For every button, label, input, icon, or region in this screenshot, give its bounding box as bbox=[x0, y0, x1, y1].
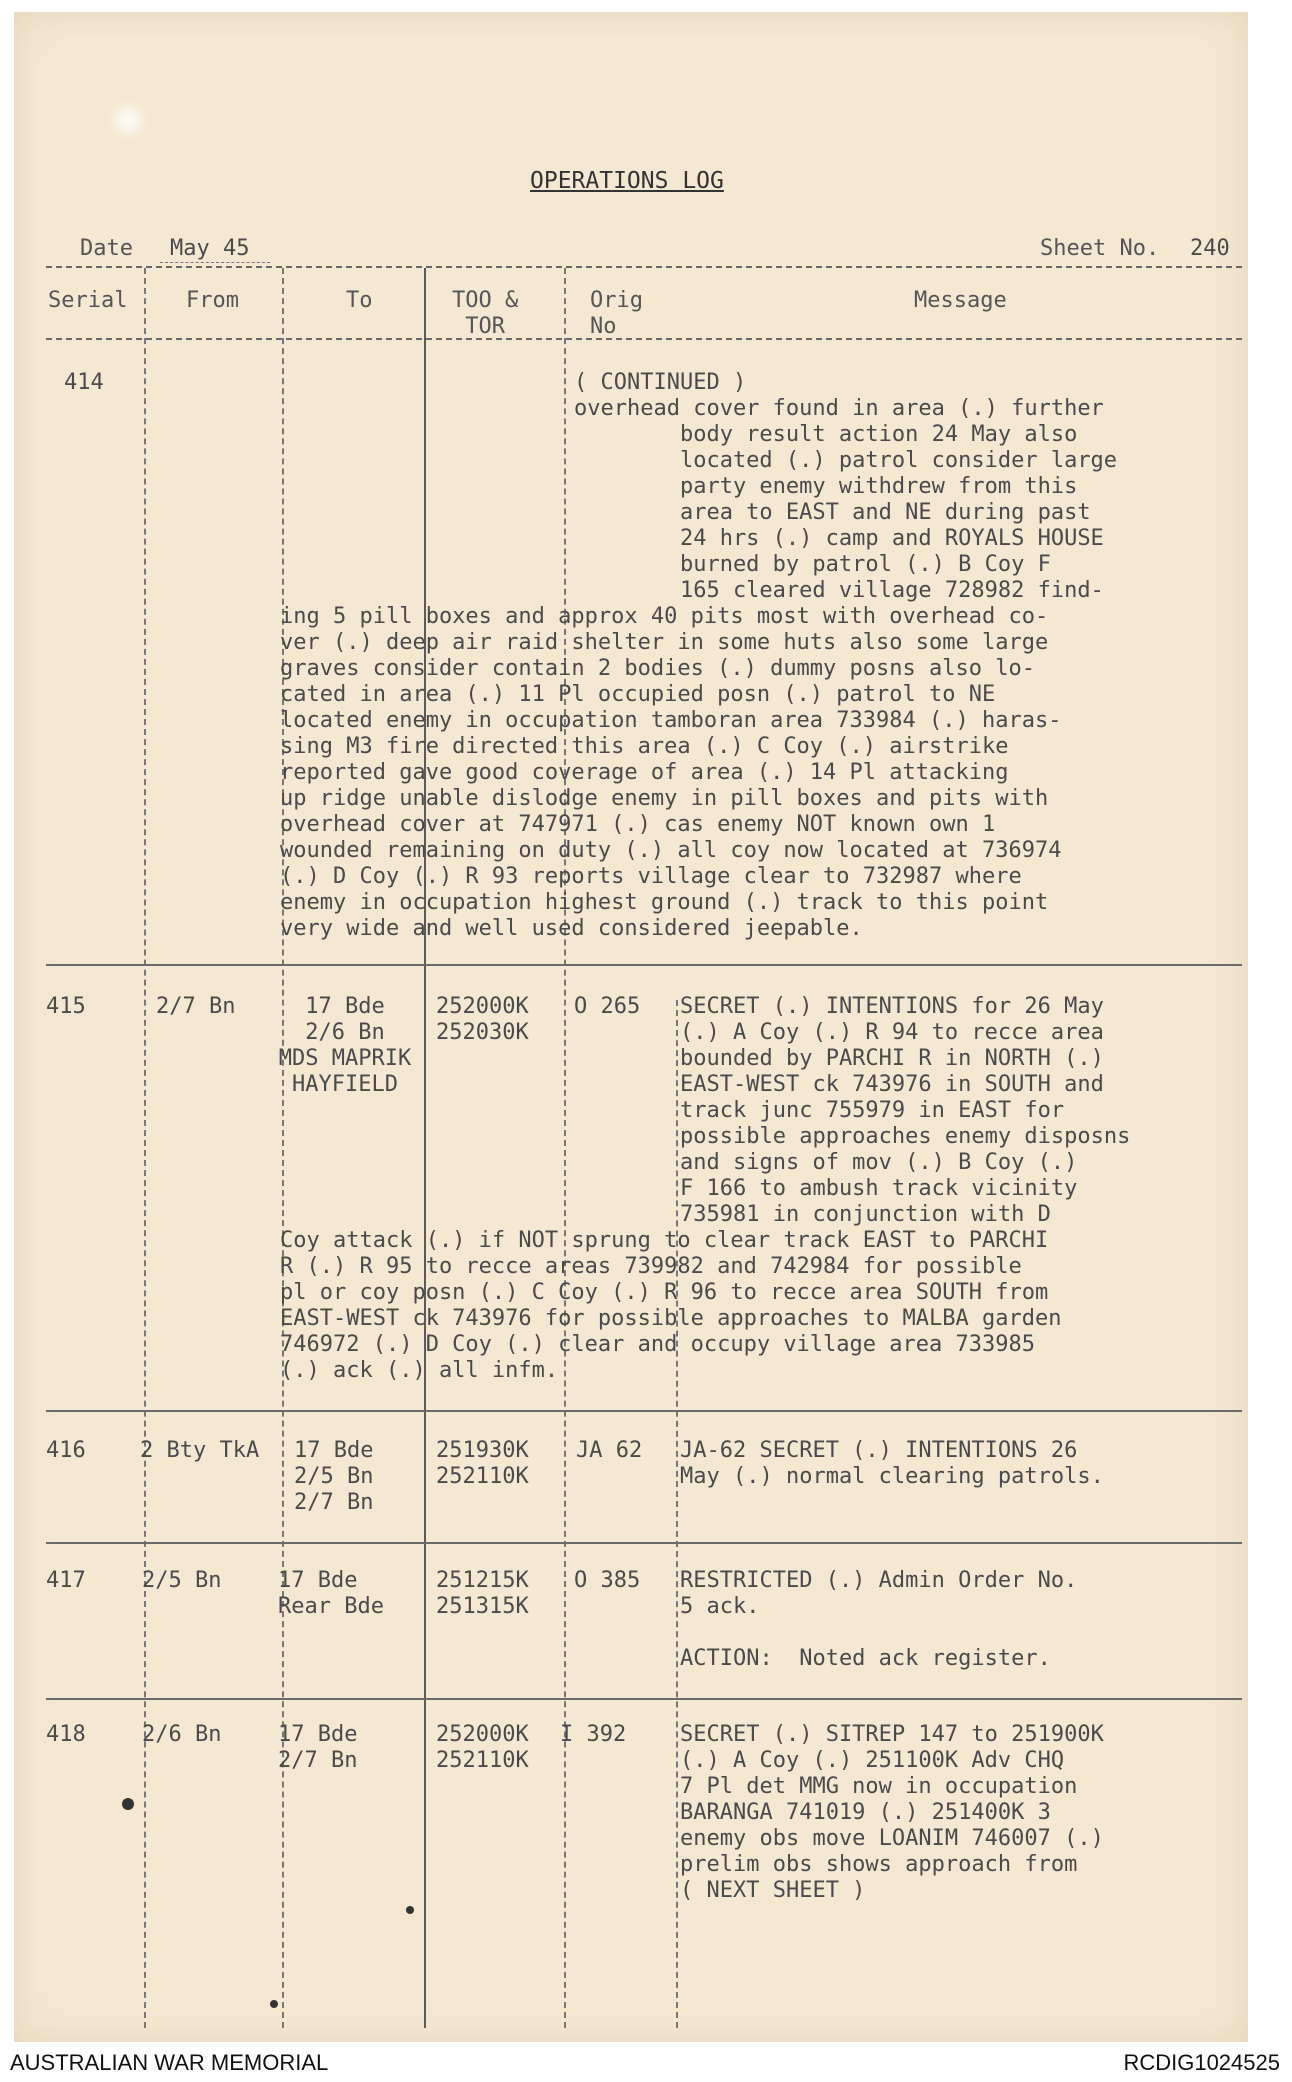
punch-mark bbox=[406, 1906, 414, 1914]
row-rule-415 bbox=[46, 1410, 1242, 1412]
entry-417-to: 17 Bde Rear Bde bbox=[278, 1568, 384, 1619]
entry-417-serial: 417 bbox=[46, 1568, 86, 1593]
col-from: From bbox=[186, 288, 239, 313]
date-underline bbox=[160, 262, 270, 263]
entry-418-from: 2/6 Bn bbox=[142, 1722, 222, 1747]
col-too-tor: TOO & TOR bbox=[452, 288, 519, 339]
entry-414-message-part2: ing 5 pill boxes and approx 40 pits most with overhead co- ver (.) deep air raid shelter in some huts also some large graves consider contain 2 bodies (.) dummy posns also lo- cated in area (.) 11 Pl occupied posn (.) patrol to NE located enemy in occupation tamboran area 733984 (.) haras- sing M3 fire directed this area (.) C Coy (.) airstrike reported gave good coverage of area (.) 14 Pl attacking up ridge unable dislodge enemy in pill boxes and pits with overhead cover at 747971 (.) cas enemy NOT known own 1 wounded remaining on duty (.) all coy now located at 736974 (.) D Coy (.) R 93 reports village clear to 732987 where enemy in occupation highest ground (.) track to this point very wide and well used considered jeepable. bbox=[280, 604, 1062, 941]
date-label: Date bbox=[80, 236, 133, 261]
page-title: OPERATIONS LOG bbox=[530, 168, 724, 194]
entry-415-too-tor: 252000K 252030K bbox=[436, 994, 529, 1045]
footer-institution: AUSTRALIAN WAR MEMORIAL bbox=[10, 2050, 329, 2075]
entry-414-serial: 414 bbox=[64, 370, 104, 395]
entry-417-from: 2/5 Bn bbox=[142, 1568, 222, 1593]
entry-416-too-tor: 251930K 252110K bbox=[436, 1438, 529, 1489]
footer-record-id: RCDIG1024525 bbox=[1123, 2050, 1280, 2075]
entry-415-from: 2/7 Bn bbox=[156, 994, 236, 1019]
entry-415-to: 17 Bde 2/6 Bn MDS MAPRIK HAYFIELD bbox=[278, 994, 412, 1097]
entry-417-message: RESTRICTED (.) Admin Order No. 5 ack. ACTION: Noted ack register. bbox=[680, 1568, 1078, 1671]
entry-415-message-part2: Coy attack (.) if NOT sprung to clear track EAST to PARCHI R (.) R 95 to recce areas 739982 and 742984 for possible pl or coy posn (.) C Coy (.) R 96 to recce area SOUTH from EAST-WEST ck 743976 for possible approaches to MALBA garden 746972 (.) D Coy (.) clear and occupy village area 733985 (.) ack (.) all infm. bbox=[280, 1228, 1062, 1383]
entry-417-too-tor: 251215K 251315K bbox=[436, 1568, 529, 1619]
sheet-number: 240 bbox=[1190, 236, 1230, 261]
row-rule-416 bbox=[46, 1542, 1242, 1544]
entry-415-message-part1: SECRET (.) INTENTIONS for 26 May (.) A Coy (.) R 94 to recce area bounded by PARCHI R in NORTH (.) EAST-WEST ck 743976 in SOUTH and track junc 755979 in EAST for possible approaches enemy disposns and signs of mov (.) B Coy (.) F 166 to ambush track vicinity 735981 in conjunction with D bbox=[680, 994, 1131, 1227]
entry-415-serial: 415 bbox=[46, 994, 86, 1019]
entry-416-message: JA-62 SECRET (.) INTENTIONS 26 May (.) normal clearing patrols. bbox=[680, 1438, 1104, 1489]
entry-414-message-part1: ( CONTINUED ) overhead cover found in area (.) further body result action 24 May also located (.) patrol consider large party enemy withdrew from this area to EAST and NE during past 24 hrs (.) camp and ROYALS HOUSE burned by patrol (.) B Coy F 165 cleared village 728982 find- bbox=[574, 370, 1118, 603]
punch-mark bbox=[122, 1798, 134, 1810]
entry-418-serial: 418 bbox=[46, 1722, 86, 1747]
rule-too-orig bbox=[564, 268, 566, 2028]
entry-418-orig-no: I 392 bbox=[560, 1722, 627, 1747]
rule-serial-from bbox=[144, 268, 146, 2028]
entry-416-to: 17 Bde 2/5 Bn 2/7 Bn bbox=[294, 1438, 374, 1515]
rule-to-too bbox=[424, 268, 426, 2028]
header-top-rule bbox=[46, 266, 1242, 268]
date-value: May 45 bbox=[170, 236, 250, 261]
entry-417-orig-no: O 385 bbox=[574, 1568, 641, 1593]
col-serial: Serial bbox=[48, 288, 128, 313]
entry-415-orig-no: O 265 bbox=[574, 994, 641, 1019]
header-bottom-rule bbox=[46, 338, 1242, 340]
row-rule-414 bbox=[46, 964, 1242, 966]
col-orig-no: Orig No bbox=[590, 288, 643, 339]
entry-418-to: 17 Bde 2/7 Bn bbox=[278, 1722, 358, 1773]
entry-416-from: 2 Bty TkA bbox=[140, 1438, 260, 1463]
entry-418-too-tor: 252000K 252110K bbox=[436, 1722, 529, 1773]
col-message: Message bbox=[914, 288, 1007, 313]
entry-418-message: SECRET (.) SITREP 147 to 251900K (.) A Coy (.) 251100K Adv CHQ 7 Pl det MMG now in occupation BARANGA 741019 (.) 251400K 3 enemy obs move LOANIM 746007 (.) prelim obs shows approach from ( NEXT SHEET ) bbox=[680, 1722, 1104, 1903]
punch-mark bbox=[270, 2000, 278, 2008]
entry-416-orig-no: JA 62 bbox=[576, 1438, 643, 1463]
rule-orig-message bbox=[676, 1000, 678, 2028]
sheet-label: Sheet No. bbox=[1040, 236, 1160, 261]
entry-416-serial: 416 bbox=[46, 1438, 86, 1463]
paper-smudge bbox=[108, 100, 148, 140]
row-rule-417 bbox=[46, 1698, 1242, 1700]
col-to: To bbox=[346, 288, 373, 313]
